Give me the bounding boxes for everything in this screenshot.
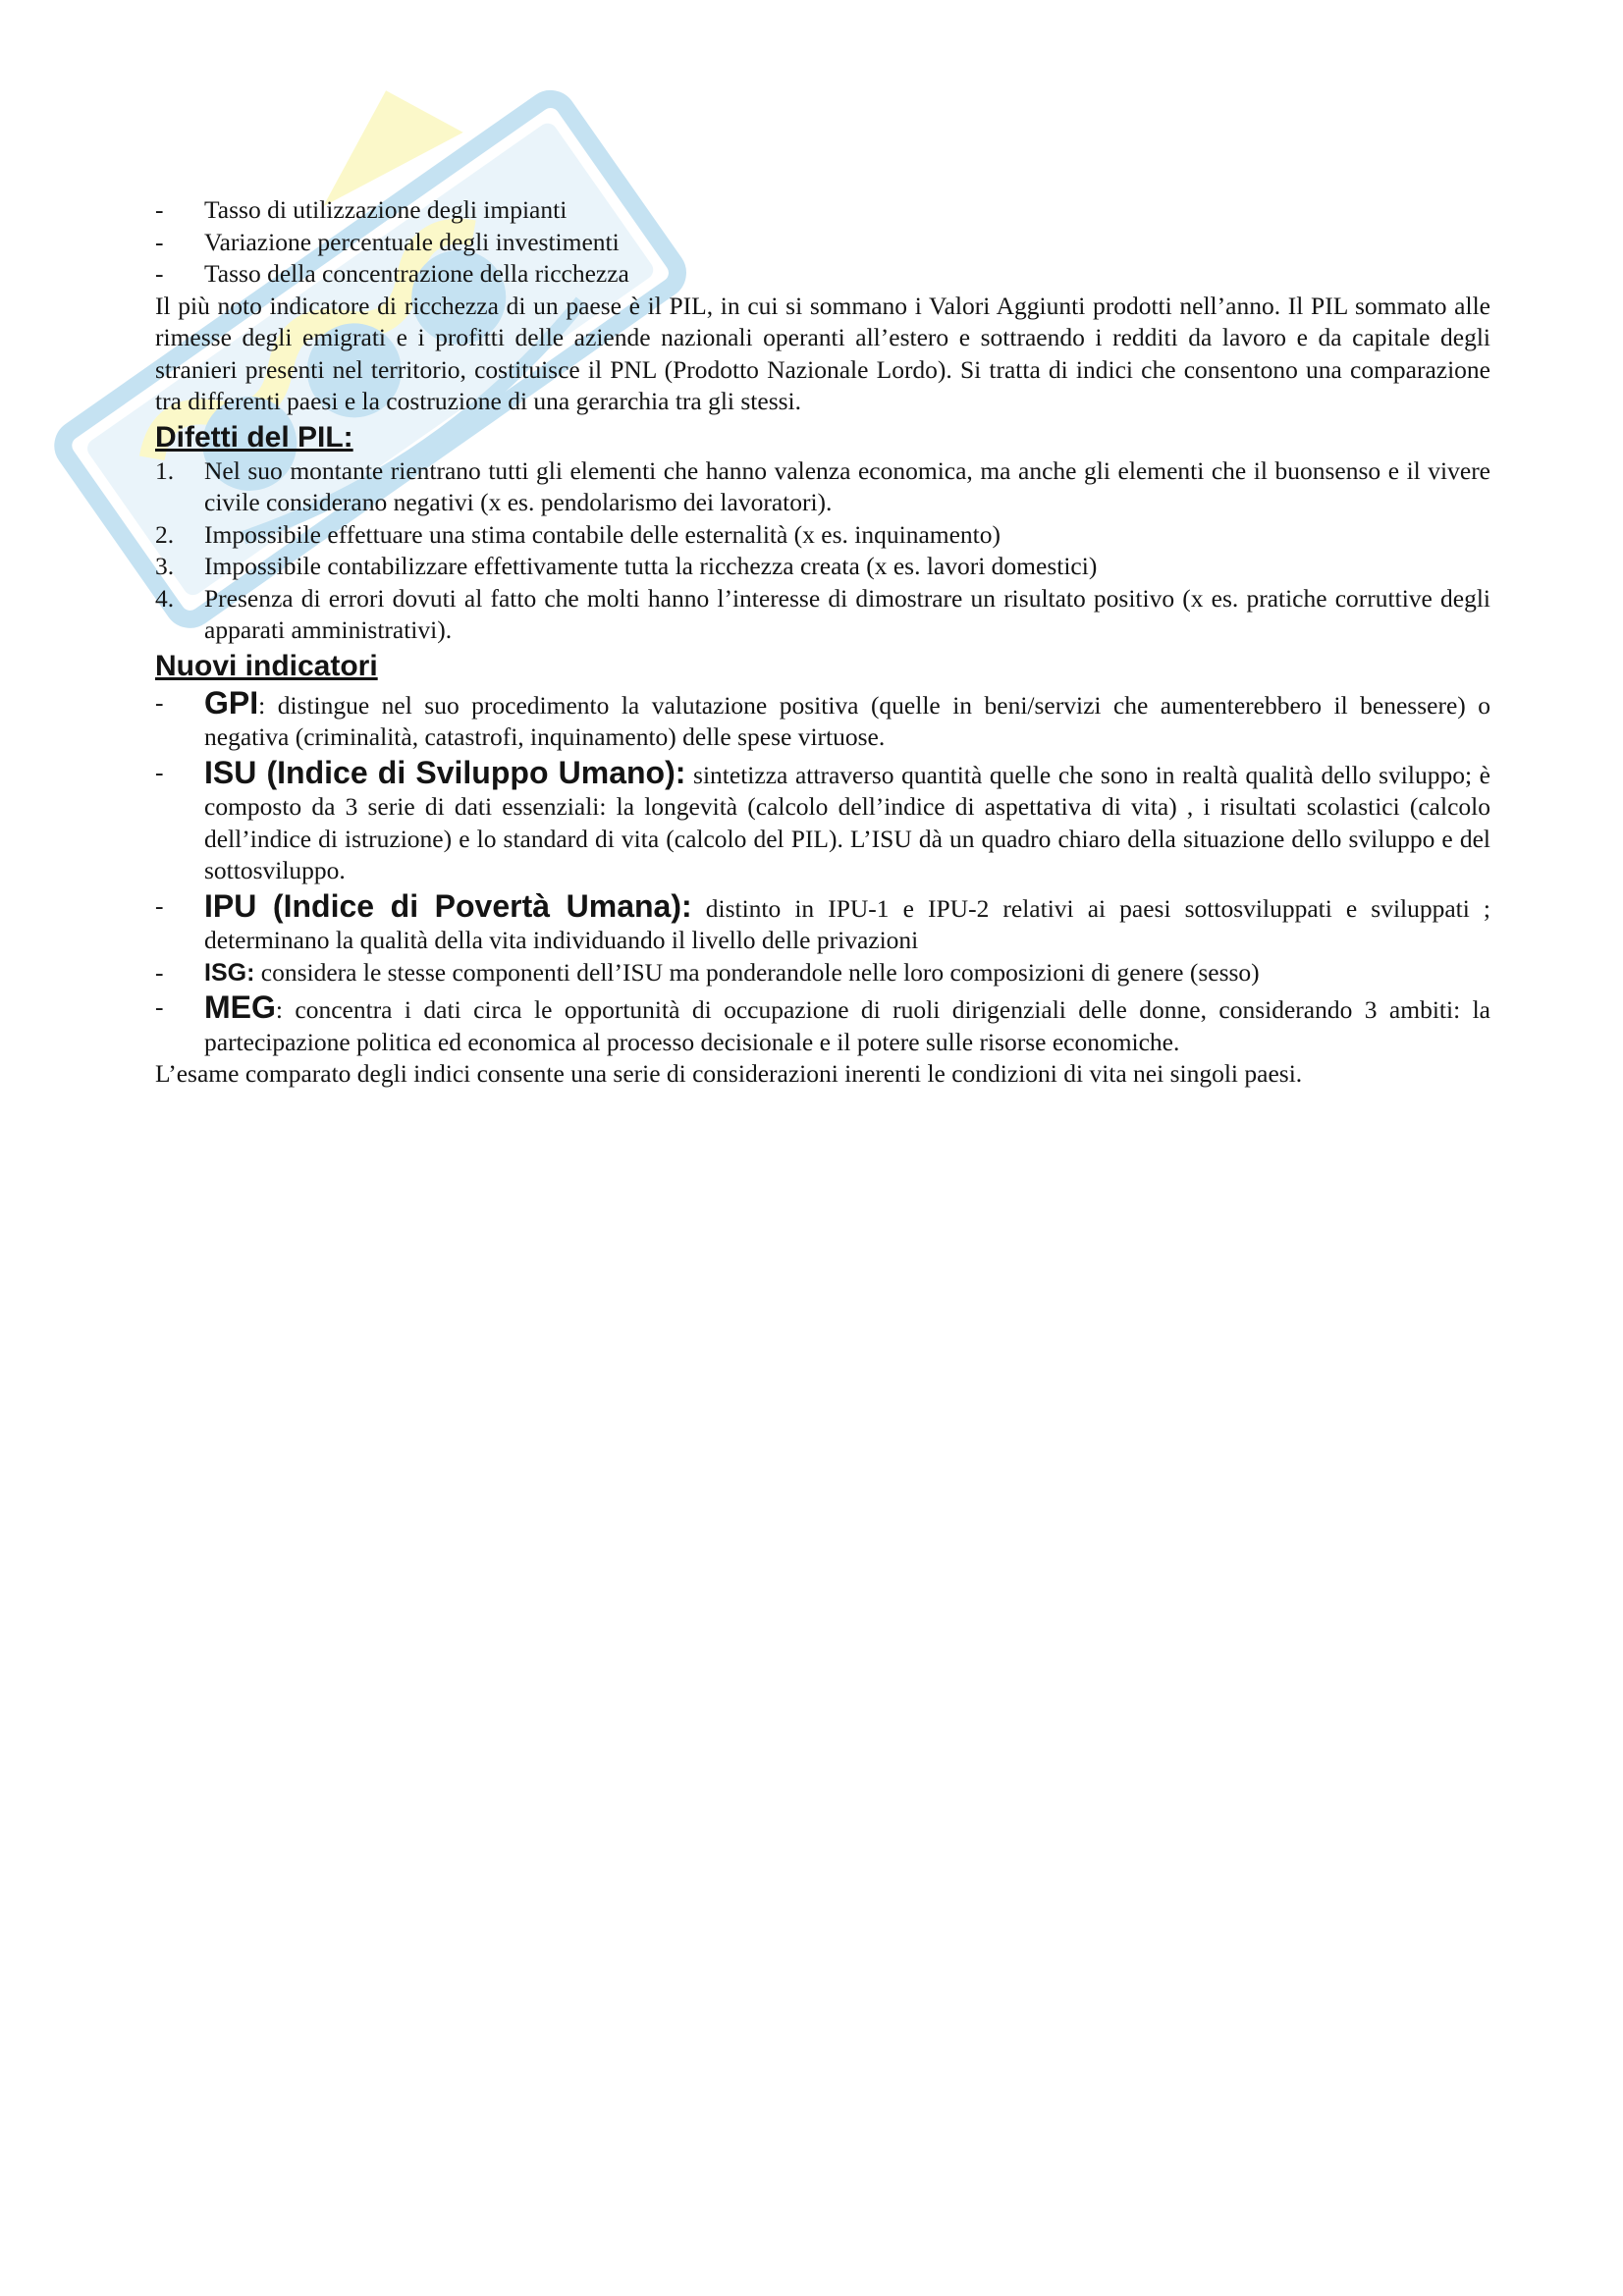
list-item: - Tasso di utilizzazione degli impianti	[155, 194, 1490, 227]
dash-marker: -	[155, 259, 164, 288]
indicator-item-meg: - MEG: concentra i dati circa le opportunità di occupazione di ruoli dirigenziali delle donne, considerando 3 ambiti: la partecipazione politica ed economica al processo decisionale e il potere sulle risorse economiche.	[155, 989, 1490, 1056]
item-number: 3.	[155, 552, 175, 580]
indicator-term: IPU (Indice di Povertà Umana):	[204, 887, 692, 924]
indicator-text: sintetizza attraverso quantità quelle che sono in realtà qualità dello sviluppo; è composto da 3 serie di dati essenziali: la longevità (calcolo dell’indice di aspettativa di vita) , i risultati scolastici (calcolo dell’indice di istruzione) e lo standard di vita (calcolo del PIL). L’ISU dà un quadro chiaro della situazione dello sviluppo e del sottosviluppo.	[204, 760, 1490, 884]
item-text: Impossibile effettuare una stima contabile delle esternalità (x es. inquinamento)	[204, 519, 1001, 549]
dash-marker: -	[155, 992, 164, 1021]
dash-marker: -	[155, 757, 164, 786]
item-number: 2.	[155, 519, 175, 549]
indicator-text: concentra i dati circa le opportunità di occupazione di ruoli dirigenziali delle donne, considerando 3 ambiti: la partecipazione politica ed economica al processo decisionale e il potere sulle risorse economiche.	[204, 995, 1490, 1056]
list-item: - Variazione percentuale degli investimenti	[155, 227, 1490, 259]
indicator-item-isg	[155, 957, 1490, 989]
page-content	[155, 194, 1490, 1091]
numbered-item	[155, 551, 1490, 583]
indicator-text: considera le stesse componenti dell’ISU ma ponderandole nelle loro composizioni di genere (sesso)	[260, 957, 1260, 987]
indicator-item-ipu	[155, 887, 1491, 957]
dash-marker: -	[155, 687, 164, 717]
section-heading-difetti: Difetti del PIL:	[155, 420, 353, 454]
dash-marker: -	[155, 957, 164, 987]
indicator-term: GPI	[204, 684, 259, 721]
list-item: - Tasso della concentrazione della ricchezza	[155, 258, 1490, 291]
indicator-term: MEG	[204, 989, 276, 1025]
indicator-item-isu	[155, 754, 1490, 887]
numbered-item	[155, 519, 1490, 552]
dash-marker: -	[155, 890, 164, 920]
item-number: 4.	[155, 583, 175, 613]
item-text: Impossibile contabilizzare effettivamente tutta la ricchezza creata (x es. lavori domestici)	[204, 552, 1098, 580]
indicator-item-gpi: - GPI: distingue nel suo procedimento la valutazione positiva (quelle in beni/servizi che aumenterebbero il benessere) o negativa (criminalità, catastrofi, inquinamento) delle spese virtuose.	[155, 684, 1490, 751]
item-number: 1.	[155, 455, 175, 485]
indicator-text: distinto in IPU-1 e IPU-2 relativi ai paesi sottosviluppati e sviluppati ; determinano la qualità della vita individuando il livello delle privazioni	[204, 893, 1491, 954]
conclusion-paragraph: L’esame comparato degli indici consente una serie di considerazioni inerenti le condizioni di vita nei singoli paesi.	[155, 1059, 1303, 1088]
numbered-item	[155, 583, 1490, 647]
numbered-item	[155, 455, 1490, 519]
section-heading-nuovi: Nuovi indicatori	[155, 649, 378, 682]
indicator-text: distingue nel suo procedimento la valutazione positiva (quelle in beni/servizi che aumenterebbero il benessere) o negativa (criminalità, catastrofi, inquinamento) delle spese virtuose.	[204, 690, 1490, 751]
intro-paragraph: Il più noto indicatore di ricchezza di un paese è il PIL, in cui si sommano i Valori Aggiunti prodotti nell’anno. Il PIL sommato alle rimesse degli emigrati e i profitti delle aziende nazionali operanti all’estero e sottraendo i redditi da lavoro e da capitale degli stranieri presenti nel territorio, costituisce il PNL (Prodotto Nazionale Lordo). Si tratta di indici che consentono una comparazione tra differenti paesi e la costruzione di una gerarchia tra gli stessi.	[155, 291, 1490, 415]
item-text: Presenza di errori dovuti al fatto che molti hanno l’interesse di dimostrare un risultato positivo (x es. pratiche corruttive degli apparati amministrativi).	[204, 583, 1490, 644]
indicator-term: ISG:	[204, 958, 255, 987]
item-text: Nel suo montante rientrano tutti gli elementi che hanno valenza economica, ma anche gli elementi che il buonsenso e il vivere civile considerano negativi (x es. pendolarismo dei lavoratori).	[204, 455, 1490, 516]
dash-marker: -	[155, 227, 164, 256]
indicator-term: ISU (Indice di Sviluppo Umano):	[204, 754, 686, 790]
dash-marker: -	[155, 195, 164, 224]
